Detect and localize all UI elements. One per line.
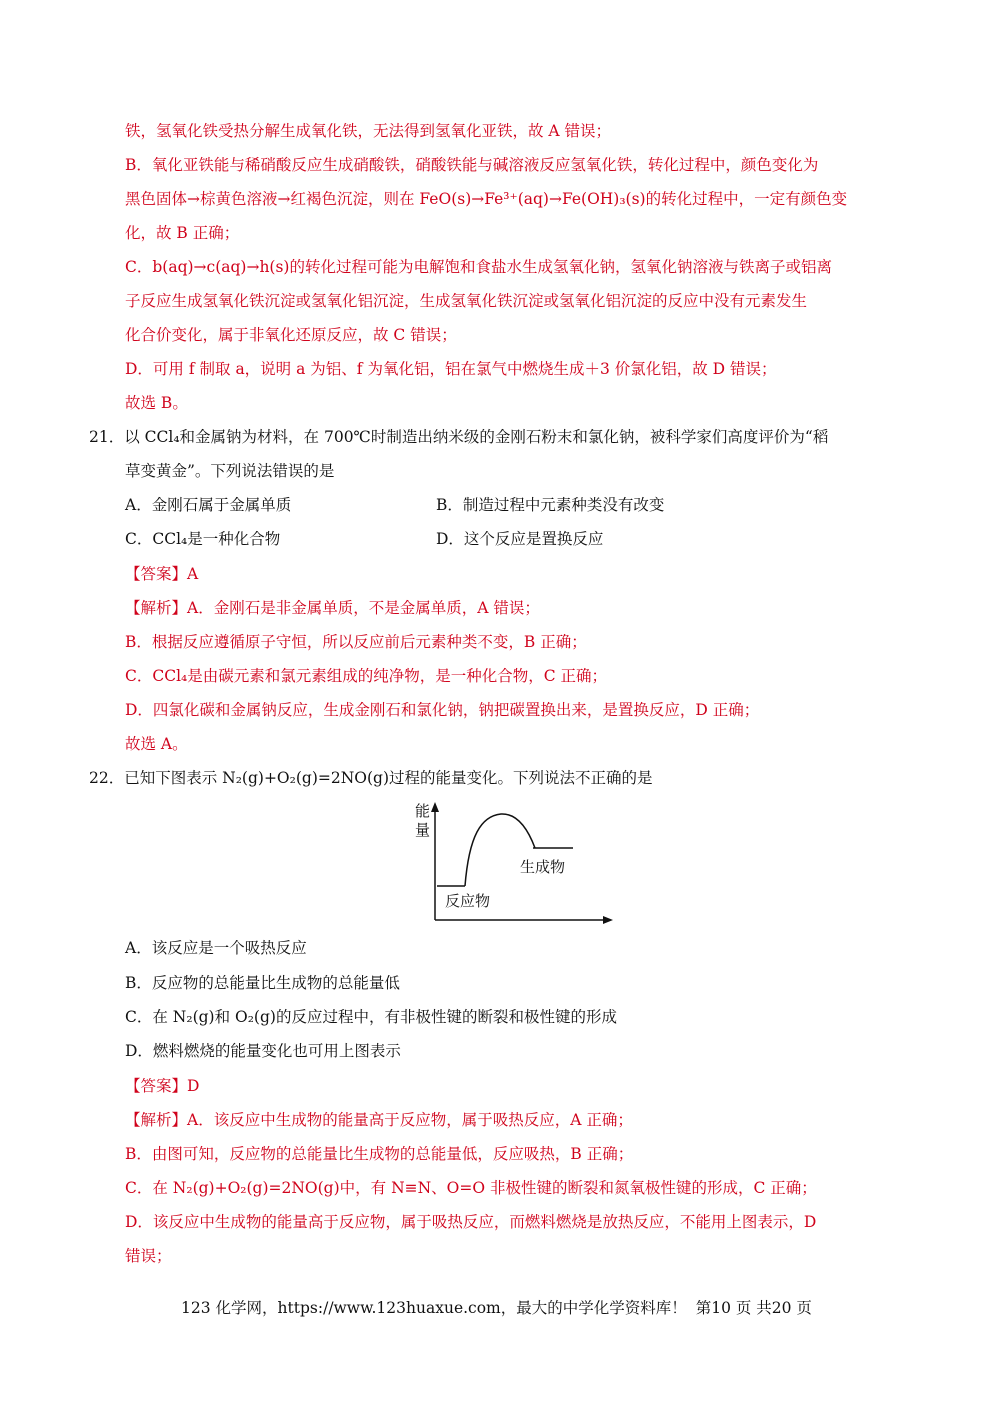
option-c: C．CCl₄是一种化合物 [125, 530, 281, 548]
solution-line: 化，故 B 正确； [125, 224, 240, 242]
question-21-stem: 21．以 CCl₄和金属钠为材料，在 700℃时制造出纳米级的金刚石粉末和氯化钠，被科学家们高度评价为“稻 [89, 428, 829, 446]
answer-label: 【答案】A [125, 565, 199, 583]
option-d: D．这个反应是置换反应 [436, 530, 604, 548]
option-a: A．金刚石属于金属单质 [125, 496, 292, 514]
solution-line: 黑色固体→棕黄色溶液→红褐色沉淀，则在 FeO(s)→Fe³⁺(aq)→Fe(OH)₃(s)的转化过程中，一定有颜色变 [125, 190, 848, 208]
footer-site: 123 化学网，https://www.123huaxue.com，最大的中学化学资料库！ [181, 1299, 687, 1317]
x-axis-arrow [603, 916, 613, 924]
solution-line: 铁，氢氧化铁受热分解生成氧化铁，无法得到氢氧化亚铁，故 A 错误； [125, 122, 612, 140]
answer-label: 【答案】D [125, 1077, 200, 1095]
product-label: 生成物 [520, 858, 566, 876]
question-21-stem: 草变黄金”。下列说法错误的是 [125, 462, 335, 480]
analysis-line: 【解析】A．该反应中生成物的能量高于反应物，属于吸热反应，A 正确； [125, 1111, 633, 1129]
option-d: D．燃料燃烧的能量变化也可用上图表示 [125, 1042, 401, 1060]
option-b: B．制造过程中元素种类没有改变 [436, 496, 665, 514]
question-22-stem: 22．已知下图表示 N₂(g)+O₂(g)=2NO(g)过程的能量变化。下列说法不正确的是 [89, 769, 653, 787]
page-footer [0, 1297, 993, 1319]
y-axis-label: 能 [415, 802, 431, 820]
analysis-conclusion: 故选 A。 [125, 735, 188, 753]
y-axis-label: 量 [415, 821, 431, 839]
analysis-line: C．CCl₄是由碳元素和氯元素组成的纯净物，是一种化合物，C 正确； [125, 667, 608, 685]
option-a: A．该反应是一个吸热反应 [125, 939, 307, 957]
analysis-line: B．根据反应遵循原子守恒，所以反应前后元素种类不变，B 正确； [125, 633, 587, 651]
option-b: B．反应物的总能量比生成物的总能量低 [125, 974, 400, 992]
analysis-line: C．在 N₂(g)+O₂(g)=2NO(g)中，有 N≡N、O=O 非极性键的断裂和氮氧极性键的形成，C 正确； [125, 1179, 817, 1197]
footer-page-number: 第10 页 共20 页 [695, 1299, 812, 1317]
energy-diagram-svg [405, 796, 615, 928]
analysis-line: D．该反应中生成物的能量高于反应物，属于吸热反应，而燃料燃烧是放热反应，不能用上图表示，D [125, 1213, 817, 1231]
y-axis-arrow [431, 802, 439, 812]
solution-line: B．氧化亚铁能与稀硝酸反应生成硝酸铁，硝酸铁能与碱溶液反应氢氧化铁，转化过程中，颜色变化为 [125, 156, 819, 174]
analysis-line: 【解析】A．金刚石是非金属单质，不是金属单质，A 错误； [125, 599, 540, 617]
solution-line: 子反应生成氢氧化铁沉淀或氢氧化铝沉淀，生成氢氧化铁沉淀或氢氧化铝沉淀的反应中没有元素发生 [125, 292, 808, 310]
solution-conclusion: 故选 B。 [125, 394, 188, 412]
solution-line: C．b(aq)→c(aq)→h(s)的转化过程可能为电解饱和食盐水生成氢氧化钠，氢氧化钠溶液与铁离子或铝离 [125, 258, 832, 276]
analysis-line: D．四氯化碳和金属钠反应，生成金刚石和氯化钠，钠把碳置换出来，是置换反应，D 正确； [125, 701, 760, 719]
energy-diagram [405, 796, 615, 928]
solution-line: D．可用 f 制取 a，说明 a 为铝、f 为氧化铝，铝在氯气中燃烧生成＋3 价氯化铝，故 D 错误； [125, 360, 777, 378]
reactant-label: 反应物 [445, 892, 491, 910]
analysis-line: 错误； [125, 1247, 172, 1265]
option-c: C．在 N₂(g)和 O₂(g)的反应过程中，有非极性键的断裂和极性键的形成 [125, 1008, 617, 1026]
solution-line: 化合价变化，属于非氧化还原反应，故 C 错误； [125, 326, 457, 344]
analysis-line: B．由图可知，反应物的总能量比生成物的总能量低，反应吸热，B 正确； [125, 1145, 634, 1163]
